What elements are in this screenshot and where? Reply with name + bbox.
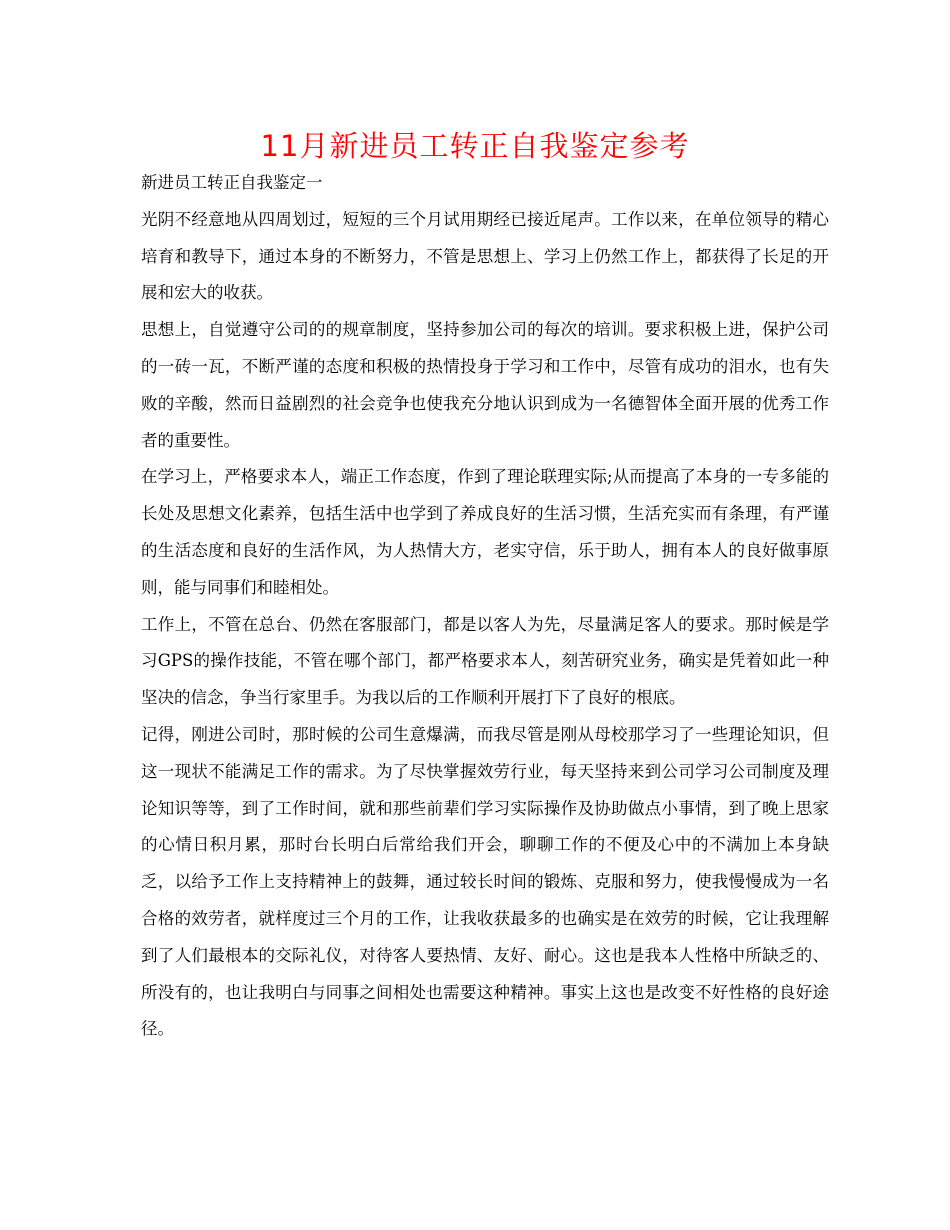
paragraph-thought: 思想上，自觉遵守公司的的规章制度，坚持参加公司的每次的培训。要求积极上进，保护公司的一砖一瓦，不断严谨的态度和积极的热情投身于学习和工作中，尽管有成功的泪水，也有失败的辛酸，然而日益剧烈的社会竞争也使我充分地认识到成为一名德智体全面开展的优秀工作者的重要性。 bbox=[141, 320, 829, 450]
document-title: 11月新进员工转正自我鉴定参考 bbox=[260, 129, 690, 163]
section-subheading: 新进员工转正自我鉴定一 bbox=[141, 173, 323, 192]
paragraph-intro: 光阴不经意地从四周划过，短短的三个月试用期经已接近尾声。工作以来，在单位领导的精心培育和教导下，通过本身的不断努力，不管是思想上、学习上仍然工作上，都获得了长足的开展和宏大的收获。 bbox=[141, 209, 829, 303]
paragraph-study: 在学习上，严格要求本人，端正工作态度，作到了理论联理实际;从而提高了本身的一专多能的长处及思想文化素养，包括生活中也学到了养成良好的生活习惯，生活充实而有条理，有严谨的生活态度和良好的生活作风，为人热情大方，老实守信，乐于助人，拥有本人的良好做事原则，能与同事们和睦相处。 bbox=[141, 467, 829, 597]
paragraph-memory: 记得，刚进公司时，那时候的公司生意爆满，而我尽管是刚从母校那学习了一些理论知识，但这一现状不能满足工作的需求。为了尽快掌握效劳行业，每天坚持来到公司学习公司制度及理论知识等等，到了工作时间，就和那些前辈们学习实际操作及协助做点小事情，到了晚上思家的心情日积月累，那时台长明白后常给我们开会，聊聊工作的不便及心中的不满加上本身缺乏，以给予工作上支持精神上的鼓舞，通过较长时间的锻炼、克服和努力，使我慢慢成为一名合格的效劳者，就样度过三个月的工作，让我收获最多的也确实是在效劳的时候，它让我理解到了人们最根本的交际礼仪，对待客人要热情、友好、耐心。这也是我本人性格中所缺乏的、所没有的，也让我明白与同事之间相处也需要这种精神。事实上这也是改变不好性格的良好途径。 bbox=[141, 724, 829, 1039]
document-body bbox=[141, 165, 829, 1048]
paragraph-work: 工作上，不管在总台、仍然在客服部门，都是以客人为先，尽量满足客人的要求。那时候是学习GPS的操作技能，不管在哪个部门，都严格要求本人，刻苦研究业务，确实是凭着如此一种坚决的信念，争当行家里手。为我以后的工作顺利开展打下了良好的根底。 bbox=[141, 614, 829, 708]
